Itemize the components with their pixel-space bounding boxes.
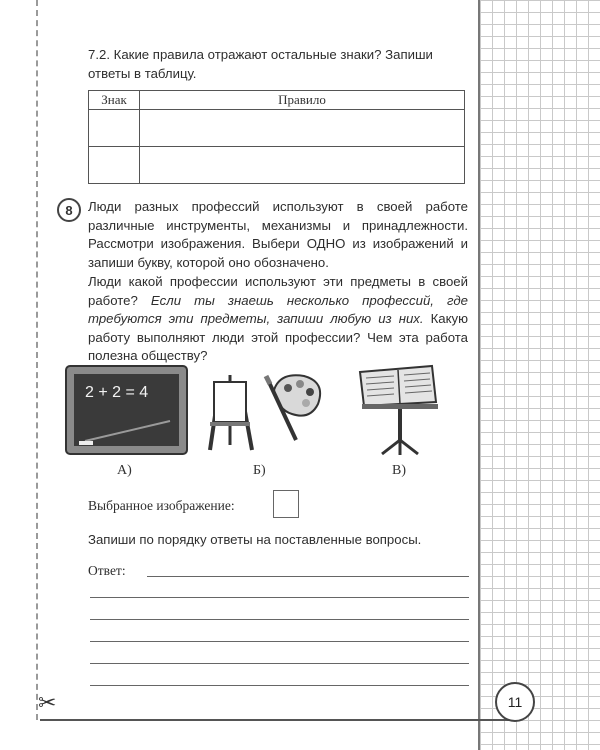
- cell-sign[interactable]: [89, 110, 140, 147]
- chosen-image-box[interactable]: [273, 490, 299, 518]
- chalkboard-image[interactable]: [65, 365, 188, 455]
- paragraph-2-start: Люди какой профессии используют эти предметы в своей работе?: [88, 274, 468, 308]
- question-number: 8: [57, 198, 81, 222]
- answer-line[interactable]: [147, 576, 469, 577]
- table-row: [89, 147, 465, 184]
- cell-rule[interactable]: [140, 110, 465, 147]
- cell-rule[interactable]: [140, 147, 465, 184]
- caption-a: А): [117, 463, 132, 478]
- task-7-2-text: 7.2. Какие правила отражают остальные знаки? Запиши ответы в таблицу.: [88, 47, 433, 81]
- cut-line: [36, 0, 38, 720]
- task-8-paragraph-1: Люди разных профессий используют в своей работе различные инструменты, механизмы и принадлежности. Рассмотри изображения. Выбери ОДНО из изображений и запиши букву, которой оно обозначено.: [88, 199, 468, 270]
- paragraph-2-end: Какую работу выполняют люди этой профессии? Чем эта работа полезна обществу?: [88, 311, 468, 363]
- easel-palette-image[interactable]: [200, 370, 330, 455]
- header-sign: Знак: [89, 91, 140, 110]
- scissors-icon: ✂: [38, 690, 57, 715]
- chosen-image-label: Выбранное изображение:: [88, 498, 235, 513]
- paragraph-2-italic: Если ты знаешь несколько профессий, где требуются эти предметы, запиши любую из них.: [88, 292, 468, 326]
- caption-b: Б): [253, 463, 266, 478]
- answer-line[interactable]: [90, 641, 469, 642]
- caption-v: В): [392, 463, 406, 478]
- cell-sign[interactable]: [89, 147, 140, 184]
- table-row: [89, 110, 465, 147]
- answer-table: [88, 90, 465, 184]
- answer-line[interactable]: [90, 619, 469, 620]
- grid-margin: [478, 0, 600, 750]
- music-stand-image[interactable]: [352, 362, 442, 457]
- header-rule: Правило: [140, 91, 465, 110]
- page-number: 11: [495, 682, 535, 722]
- board-equation: 2 + 2 = 4: [85, 384, 149, 401]
- answer-line[interactable]: [90, 597, 469, 598]
- answer-line[interactable]: [90, 663, 469, 664]
- task-8-paragraph-2: [88, 273, 468, 366]
- table-header-row: [89, 91, 465, 110]
- write-answers-instruction: Запиши по порядку ответы на поставленные вопросы.: [88, 532, 422, 547]
- answer-label: Ответ:: [88, 563, 126, 578]
- bottom-rule: [40, 719, 510, 721]
- answer-line[interactable]: [90, 685, 469, 686]
